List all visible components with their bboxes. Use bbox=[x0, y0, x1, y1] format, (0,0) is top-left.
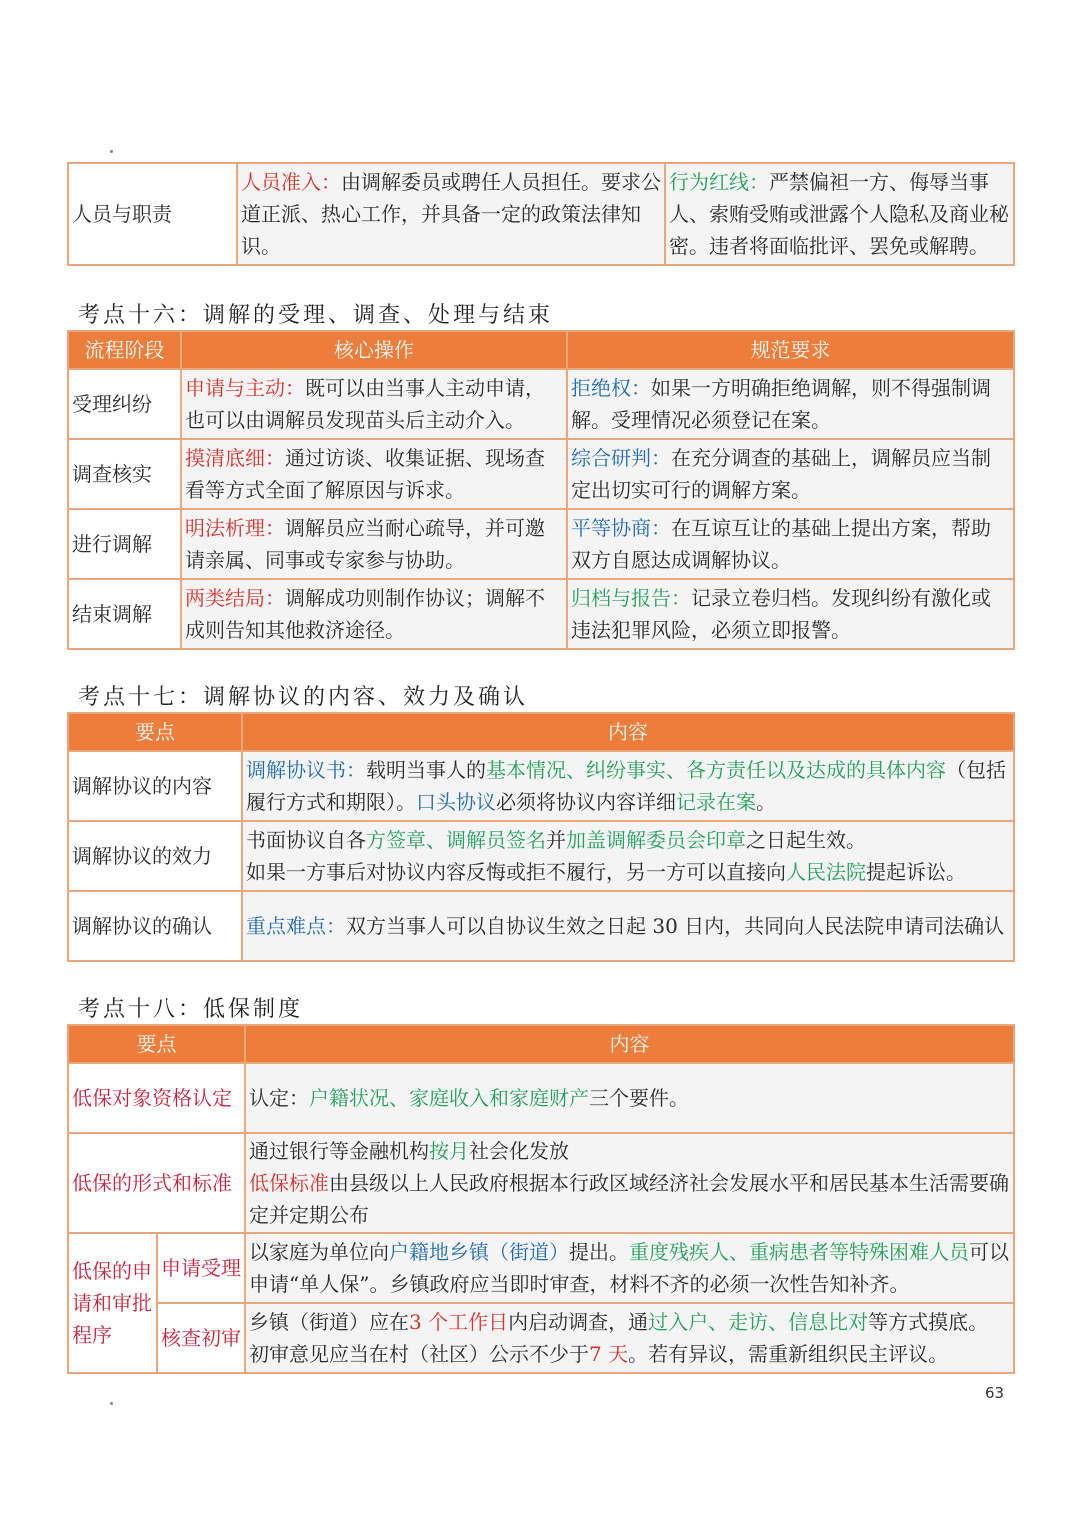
row-label: 受理纠纷 bbox=[68, 369, 181, 439]
section-title-16: 考点十六：调解的受理、调查、处理与结束 bbox=[78, 303, 554, 328]
cell-text: 之日起生效。 bbox=[746, 828, 866, 852]
keyword: 平等协商： bbox=[571, 516, 671, 540]
cell-content bbox=[245, 1133, 1014, 1233]
cell-content bbox=[567, 509, 1014, 579]
row-label: 结束调解 bbox=[68, 579, 181, 649]
cell-text: 等方式摸底。 bbox=[868, 1310, 989, 1334]
keyword: 低保标准 bbox=[249, 1171, 329, 1195]
cell-text: 可以申请“单人保”。乡镇政府应当即时审查，材料不齐的必须一次性告知补齐。 bbox=[249, 1240, 1009, 1296]
section-title-17: 考点十七：调解协议的内容、效力及确认 bbox=[78, 685, 529, 710]
cell-text: 必须将协议内容详细 bbox=[496, 790, 676, 814]
cell-text: （包括履行方式和期限）。 bbox=[246, 758, 1006, 814]
cell-content bbox=[567, 369, 1014, 439]
table-header-row bbox=[68, 1025, 1014, 1063]
table-header-row bbox=[68, 713, 1014, 751]
keyword: 两类结局： bbox=[185, 586, 285, 610]
table-sec18 bbox=[67, 1024, 1015, 1374]
cell-text: 。 bbox=[756, 790, 776, 814]
keyword: 人员准入： bbox=[241, 170, 341, 194]
cell-content bbox=[245, 1303, 1014, 1373]
table-row bbox=[68, 163, 1014, 265]
page-dot-top bbox=[110, 150, 113, 153]
highlight: 加盖调解委员会印章 bbox=[566, 828, 746, 852]
keyword: 口头协议 bbox=[416, 790, 496, 814]
keyword: 重点难点： bbox=[246, 914, 346, 938]
column-header: 规范要求 bbox=[567, 331, 1014, 369]
keyword: 拒绝权： bbox=[571, 376, 651, 400]
cell-text: 调解员应当耐心疏导，并可邀请亲属、同事或专家参与协助。 bbox=[185, 516, 545, 572]
cell-text: 如果一方明确拒绝调解，则不得强制调解。受理情况必须登记在案。 bbox=[571, 376, 991, 432]
cell-text: 载明当事人的 bbox=[366, 758, 486, 782]
sub-label: 核查初审 bbox=[157, 1303, 245, 1373]
highlight: 过入户、走访、信息比对 bbox=[648, 1310, 869, 1334]
cell-text: 调解成功则制作协议；调解不成则告知其他救济途径。 bbox=[185, 586, 545, 642]
row-label: 低保的申请和审批程序 bbox=[68, 1233, 157, 1373]
keyword: 摸清底细： bbox=[185, 446, 285, 470]
row-label: 进行调解 bbox=[68, 509, 181, 579]
table-header-row bbox=[68, 331, 1014, 369]
page-dot-bottom bbox=[110, 1402, 113, 1405]
column-header: 要点 bbox=[68, 713, 242, 751]
cell-text: 由调解委员或聘任人员担任。要求公道正派、热心工作，并具备一定的政策法律知识。 bbox=[241, 170, 661, 258]
cell-text: 初审意见应当在村（社区）公示不少于 bbox=[249, 1342, 589, 1366]
cell-text: 记录立卷归档。发现纠纷有激化或违法犯罪风险，必须立即报警。 bbox=[571, 586, 991, 642]
highlight: 7 天 bbox=[589, 1342, 629, 1366]
cell-content bbox=[181, 439, 567, 509]
table-sec17 bbox=[67, 712, 1015, 962]
cell-content bbox=[242, 891, 1014, 961]
table-row bbox=[68, 1233, 1014, 1303]
cell-text: 并 bbox=[546, 828, 566, 852]
cell-content bbox=[181, 579, 567, 649]
cell-text: 在充分调查的基础上，调解员应当制定出切实可行的调解方案。 bbox=[571, 446, 991, 502]
cell-content bbox=[242, 751, 1014, 821]
cell-text: 严禁偏袒一方、侮辱当事人、索贿受贿或泄露个人隐私及商业秘密。违者将面临批评、罢免或解聘。 bbox=[669, 170, 1009, 258]
column-header: 内容 bbox=[245, 1025, 1014, 1063]
sub-label: 申请受理 bbox=[157, 1233, 245, 1303]
column-header: 流程阶段 bbox=[68, 331, 181, 369]
highlight: 方签章、调解员签名 bbox=[366, 828, 546, 852]
cell-content bbox=[181, 509, 567, 579]
row-label: 低保对象资格认定 bbox=[68, 1063, 245, 1133]
highlight: 基本情况、纠纷事实、各方责任以及达成的具体内容 bbox=[486, 758, 946, 782]
highlight: 户籍状况、家庭收入和家庭财产 bbox=[309, 1086, 589, 1110]
row-label: 调解协议的内容 bbox=[68, 751, 242, 821]
table-row bbox=[68, 821, 1014, 891]
column-header: 要点 bbox=[68, 1025, 245, 1063]
table-row bbox=[68, 891, 1014, 961]
cell-text: 由县级以上人民政府根据本行政区域经济社会发展水平和居民基本生活需要确定并定期公布 bbox=[249, 1171, 1009, 1227]
column-header: 核心操作 bbox=[181, 331, 567, 369]
cell-text: 书面协议自各 bbox=[246, 828, 366, 852]
table-row bbox=[68, 579, 1014, 649]
cell-content bbox=[665, 163, 1014, 265]
keyword: 调解协议书： bbox=[246, 758, 366, 782]
cell-text: 在互谅互让的基础上提出方案，帮助双方自愿达成调解协议。 bbox=[571, 516, 991, 572]
keyword: 申请与主动： bbox=[185, 376, 305, 400]
cell-text: 通过银行等金融机构 bbox=[249, 1139, 429, 1163]
highlight: 户籍地乡镇（街道） bbox=[389, 1240, 569, 1264]
cell-text: 社会化发放 bbox=[469, 1139, 569, 1163]
highlight: 重度残疾人、重病患者等特殊困难人员 bbox=[629, 1240, 969, 1264]
cell-content bbox=[237, 163, 665, 265]
cell-text: 如果一方事后对协议内容反悔或拒不履行，另一方可以直接向 bbox=[246, 860, 786, 884]
cell-text: 乡镇（街道）应在 bbox=[249, 1310, 409, 1334]
highlight: 人民法院 bbox=[786, 860, 866, 884]
cell-text: 认定： bbox=[249, 1086, 309, 1110]
top-table bbox=[67, 162, 1015, 266]
cell-text: 提起诉讼。 bbox=[866, 860, 966, 884]
cell-content bbox=[245, 1063, 1014, 1133]
cell-text: 三个要件。 bbox=[589, 1086, 689, 1110]
cell-text: 既可以由当事人主动申请，也可以由调解员发现苗头后主动介入。 bbox=[185, 376, 545, 432]
cell-text: 。若有异议，需重新组织民主评议。 bbox=[628, 1342, 949, 1366]
keyword: 综合研判： bbox=[571, 446, 671, 470]
cell-text: 提出。 bbox=[569, 1240, 629, 1264]
keyword: 行为红线： bbox=[669, 170, 769, 194]
cell-content bbox=[242, 821, 1014, 891]
row-label: 调解协议的效力 bbox=[68, 821, 242, 891]
row-label: 低保的形式和标准 bbox=[68, 1133, 245, 1233]
table-row bbox=[68, 1133, 1014, 1233]
cell-text: 内启动调查，通 bbox=[508, 1310, 649, 1334]
cell-text: 双方当事人可以自协议生效之日起 30 日内，共同向人民法院申请司法确认 bbox=[346, 914, 1005, 938]
highlight: 按月 bbox=[429, 1139, 469, 1163]
cell-content bbox=[567, 579, 1014, 649]
cell-text: 以家庭为单位向 bbox=[249, 1240, 389, 1264]
row-label: 人员与职责 bbox=[68, 163, 237, 265]
cell-content bbox=[567, 439, 1014, 509]
row-label: 调查核实 bbox=[68, 439, 181, 509]
keyword: 归档与报告： bbox=[571, 586, 691, 610]
cell-content bbox=[181, 369, 567, 439]
table-sec16 bbox=[67, 330, 1015, 650]
table-row bbox=[68, 439, 1014, 509]
cell-text: 通过访谈、收集证据、现场查看等方式全面了解原因与诉求。 bbox=[185, 446, 545, 502]
column-header: 内容 bbox=[242, 713, 1014, 751]
table-row bbox=[68, 751, 1014, 821]
keyword: 明法析理： bbox=[185, 516, 285, 540]
highlight: 记录在案 bbox=[676, 790, 756, 814]
page-number: 63 bbox=[985, 1384, 1005, 1402]
cell-content bbox=[245, 1233, 1014, 1303]
table-row bbox=[68, 1063, 1014, 1133]
table-row bbox=[68, 369, 1014, 439]
table-row bbox=[68, 509, 1014, 579]
row-label: 调解协议的确认 bbox=[68, 891, 242, 961]
highlight: 3 个工作日 bbox=[409, 1310, 509, 1334]
section-title-18: 考点十八：低保制度 bbox=[78, 997, 304, 1022]
table-row bbox=[68, 1303, 1014, 1373]
